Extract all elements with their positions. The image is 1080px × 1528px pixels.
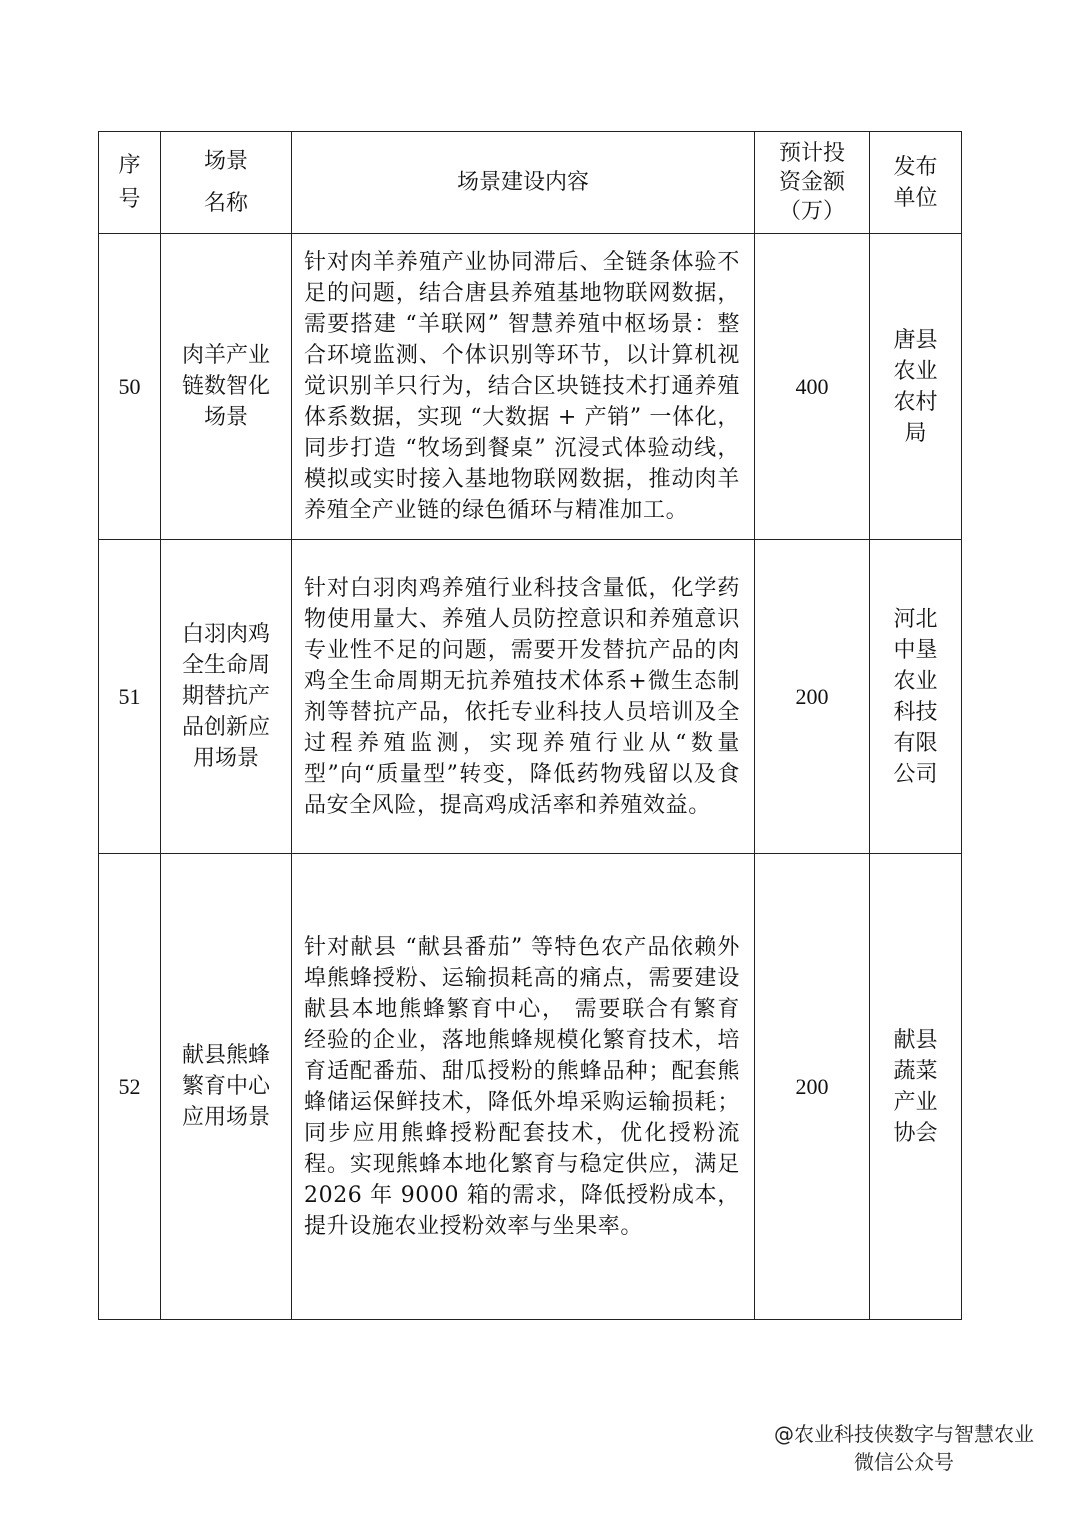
header-name [161, 132, 292, 234]
header-seq [99, 132, 161, 234]
table-row [99, 234, 962, 540]
table-header-row [99, 132, 962, 234]
row-invest: 200 [755, 540, 870, 854]
row-name-text: 白羽肉鸡 全生命周 期替抗产 品创新应 用场景 [181, 622, 270, 771]
row-publisher [870, 540, 962, 854]
table-row [99, 854, 962, 1320]
row-publisher [870, 234, 962, 540]
header-publisher-label: 发布 单位 [893, 154, 938, 211]
row-content [292, 540, 755, 854]
row-name [161, 234, 292, 540]
row-publisher-text: 河北 中垦 农业 科技 有限 公司 [893, 606, 938, 787]
watermark-line2: 微信公众号 [854, 1450, 954, 1474]
row-invest: 200 [755, 854, 870, 1320]
table-row [99, 540, 962, 854]
header-name-label: 场景 名称 [203, 148, 248, 216]
header-publisher [870, 132, 962, 234]
row-seq: 52 [99, 854, 161, 1320]
row-name-text: 献县熊蜂 繁育中心 应用场景 [181, 1043, 270, 1130]
row-invest: 400 [755, 234, 870, 540]
header-seq-label: 序 号 [118, 152, 141, 212]
row-content-text: 针对献县 “献县番茄” 等特色农产品依赖外埠熊蜂授粉、运输损耗高的痛点，需要建设献县本地熊蜂繁育中心， 需要联合有繁育经验的企业，落地熊蜂规模化繁育技术，培育适配番茄、甜瓜授粉的熊蜂品种；配套熊蜂储运保鲜技术，降低外埠采购运输损耗； 同步应用熊蜂授粉配套技术，优化授粉流程。实现熊蜂本地化繁育与稳定供应，满足 2026 年 9000 箱的需求，降低授粉成本，提升设施农业授粉效率与坐果率。 [304, 934, 740, 1239]
row-name [161, 854, 292, 1320]
row-seq: 51 [99, 540, 161, 854]
row-content-text: 针对肉羊养殖产业协同滞后、全链条体验不足的问题，结合唐县养殖基地物联网数据，需要搭建 “羊联网” 智慧养殖中枢场景：整合环境监测、个体识别等环节，以计算机视觉识别羊只行为，结合区块链技术打通养殖体系数据，实现 “大数据 + 产销” 一体化，同步打造 “牧场到餐桌” 沉浸式体验动线，模拟或实时接入基地物联网数据，推动肉羊养殖全产业链的绿色循环与精准加工。 [304, 250, 740, 523]
header-invest [755, 132, 870, 234]
header-invest-label: 预计投 资金额 （万） [778, 141, 845, 224]
row-name [161, 540, 292, 854]
row-publisher-text: 献县 蔬菜 产业 协会 [893, 1027, 938, 1146]
header-content-label: 场景建设内容 [456, 170, 589, 195]
row-content [292, 854, 755, 1320]
watermark [774, 1420, 1034, 1476]
row-publisher-text: 唐县 农业 农村 局 [893, 327, 938, 446]
header-content [292, 132, 755, 234]
row-seq: 50 [99, 234, 161, 540]
watermark-line1: @农业科技侠数字与智慧农业 [774, 1422, 1034, 1446]
row-publisher [870, 854, 962, 1320]
row-name-text: 肉羊产业 链数智化 场景 [181, 343, 270, 430]
scenario-table [98, 131, 962, 1320]
row-content [292, 234, 755, 540]
row-content-text: 针对白羽肉鸡养殖行业科技含量低，化学药物使用量大、养殖人员防控意识和养殖意识专业性不足的问题，需要开发替抗产品的肉鸡全生命周期无抗养殖技术体系+微生态制剂等替抗产品，依托专业科技人员培训及全过程养殖监测，实现养殖行业从“数量型”向“质量型”转变，降低药物残留以及食品安全风险，提高鸡成活率和养殖效益。 [304, 575, 740, 818]
